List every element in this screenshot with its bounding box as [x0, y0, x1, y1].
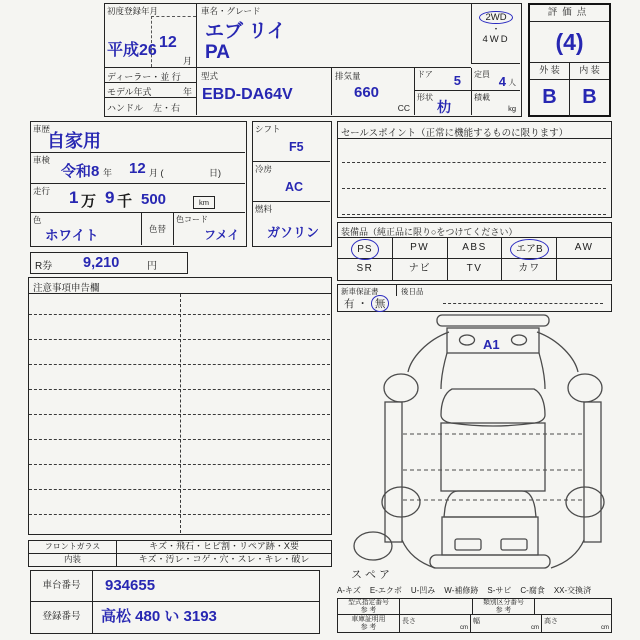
- inspection-year-suffix: 年: [103, 168, 113, 178]
- drive-type-cell: [471, 4, 520, 64]
- equip-airbag-circled: エアB: [510, 239, 549, 260]
- legend-item: W-補修跡: [444, 586, 479, 595]
- equip-kawa: カワ: [502, 259, 557, 280]
- model-desig-label: 型式指定番号: [348, 599, 389, 606]
- ref-table-bottom: [337, 614, 612, 633]
- exterior-grade: B: [530, 80, 570, 117]
- height-cell: [542, 615, 611, 632]
- width-label: 幅: [473, 618, 480, 625]
- spare-tire-circle: [354, 532, 392, 560]
- length-label: 長さ: [402, 618, 416, 625]
- history-value: 自家用: [47, 131, 101, 151]
- mileage-man-digit: 1: [69, 188, 79, 207]
- displacement-cell: [331, 68, 414, 115]
- color-code-cell: [173, 213, 245, 245]
- warranty-yes: 有: [344, 298, 355, 310]
- r-ticket-box: [30, 252, 188, 274]
- shift-label: シフト: [255, 124, 281, 134]
- capacity-cell: [471, 68, 520, 91]
- cooling-cell: [253, 162, 330, 202]
- car-name-value: エブ リイ: [205, 21, 286, 42]
- score-block: [528, 3, 611, 117]
- equip-airbag: [502, 238, 557, 258]
- load-unit: kg: [508, 104, 516, 113]
- ref-table-top: [337, 598, 612, 615]
- load-cell: [471, 91, 520, 115]
- doors-cell: [414, 68, 471, 91]
- model-desig-label-cell: [338, 599, 400, 614]
- damage-mark-a1: A1: [483, 337, 500, 352]
- class-number-ref: 参 考: [495, 606, 512, 614]
- aux-block: [252, 121, 332, 247]
- first-reg-era-year: 平成26: [107, 42, 157, 59]
- mileage-man-unit: 万: [81, 193, 97, 210]
- inspection-month: 12: [129, 160, 146, 177]
- color-value: ホワイト: [45, 228, 99, 243]
- equip-pw: PW: [393, 238, 448, 258]
- mileage-label: 走行: [33, 186, 51, 196]
- height-unit: cm: [601, 625, 609, 631]
- glass-interior-box: [28, 540, 332, 567]
- front-glass-label: フロントガラス: [29, 541, 117, 553]
- capacity-unit: 人: [508, 78, 516, 87]
- inspection-label: 車検: [33, 155, 51, 165]
- inspection-era-year: 令和8: [61, 163, 100, 180]
- mileage-sen-digit: 9: [105, 188, 115, 207]
- model-desig-ref: 参 考: [360, 606, 377, 614]
- displacement-unit: CC: [397, 103, 410, 113]
- drive-4wd: 4WD: [482, 34, 510, 45]
- model-year-row: [105, 83, 197, 98]
- length-unit: cm: [460, 625, 468, 631]
- mileage-sen-unit: 千: [117, 193, 133, 210]
- sales-point-rule: [342, 188, 606, 189]
- displacement-label: 排気量: [335, 71, 361, 81]
- garage-cert-ref: 参 考: [360, 623, 377, 631]
- notes-header: 注意事項申告欄: [29, 278, 331, 294]
- interior-label: 内 装: [579, 65, 600, 75]
- mileage-unit-box: km: [193, 196, 215, 209]
- inspection-month-suffix: 月 (: [149, 168, 164, 178]
- handle-row: [105, 98, 197, 115]
- color-code-value: フメイ: [204, 228, 240, 242]
- displacement-value: 660: [354, 84, 380, 101]
- first-registration-cell: [105, 4, 197, 68]
- mileage-row: [31, 184, 245, 213]
- fuel-cell: [253, 202, 330, 245]
- first-reg-month: 12: [159, 34, 177, 51]
- exterior-label: 外 装: [530, 63, 570, 79]
- legend-item: XX-交換済: [553, 586, 592, 595]
- interior-row-value: キズ・汚レ・コゲ・穴・スレ・キレ・破レ: [138, 554, 310, 564]
- sales-point-box: [337, 121, 612, 218]
- equipment-box: [337, 222, 612, 281]
- score-value: (4): [555, 29, 584, 55]
- color-label: 色: [33, 215, 42, 225]
- first-reg-month-suffix: 月: [183, 56, 193, 66]
- handle-label: ハンドル: [107, 103, 144, 113]
- registration-value: 高松 480 い 3193: [101, 608, 217, 625]
- registration-label: 登録番号: [31, 602, 93, 633]
- r-ticket-label: R券: [35, 261, 53, 272]
- width-unit: cm: [531, 625, 539, 631]
- warranty-later-rule: [443, 303, 603, 304]
- model-year-suffix: 年: [182, 87, 192, 97]
- legend-item: A-キズ: [337, 586, 361, 595]
- warranty-option-dot: ・: [357, 298, 368, 310]
- drive-2wd-circled: 2WD: [479, 11, 512, 24]
- model-code-label: 型式: [201, 71, 219, 81]
- doors-label: ドア: [417, 70, 433, 79]
- front-glass-value: キズ・飛石・ヒビ割・リペア跡・X要: [149, 541, 299, 551]
- capacity-label: 定員: [474, 70, 490, 79]
- interior-grade: B: [582, 86, 597, 108]
- equipment-header: 装備品（純正品に限り○をつけてください）: [338, 223, 611, 238]
- shape-cell: [414, 91, 471, 115]
- equip-ps-circled: PS: [351, 239, 378, 260]
- equip-tv: TV: [448, 259, 503, 280]
- capacity-value: 4: [498, 74, 506, 89]
- model-code-value: EBD-DA64V: [202, 86, 293, 103]
- vehicle-detail-block: [30, 121, 247, 247]
- inspection-row: [31, 153, 245, 184]
- notes-box: [28, 277, 332, 535]
- score-title: 評価点: [530, 5, 609, 22]
- inspection-day-suffix: 日): [209, 168, 221, 178]
- garage-cert-label: 車庫証明用: [351, 616, 386, 623]
- length-cell: [400, 615, 471, 632]
- chassis-label: 車台番号: [31, 571, 93, 601]
- cooling-label: 冷房: [255, 164, 273, 174]
- warranty-label: 新車保証書: [341, 287, 379, 296]
- equip-empty: [557, 259, 611, 280]
- class-number-label: 類別区分番号: [483, 599, 524, 606]
- shift-cell: [253, 122, 330, 162]
- car-diagram-outline: [354, 315, 604, 568]
- spare-label: スペア: [351, 569, 393, 581]
- r-ticket-unit: 円: [147, 261, 157, 272]
- shape-value: 朸: [437, 99, 451, 115]
- model-desig-value-cell: [400, 599, 473, 614]
- car-grade-value: PA: [205, 42, 230, 63]
- legend-item: E-エクボ: [369, 586, 402, 595]
- equip-abs: ABS: [448, 238, 503, 258]
- warranty-divider: [396, 285, 397, 296]
- warranty-options: [344, 295, 389, 312]
- mileage-rest: 500: [141, 191, 167, 208]
- color-code-label: 色コード: [176, 215, 208, 224]
- model-year-label: モデル年式: [107, 87, 152, 97]
- car-name-cell: [197, 4, 471, 68]
- legend-item: S-サビ: [487, 586, 512, 595]
- class-number-value-cell: [535, 599, 611, 614]
- r-ticket-value: 9,210: [83, 255, 120, 271]
- shift-value: F5: [289, 140, 304, 154]
- chassis-value: 934655: [105, 577, 156, 594]
- equip-ps: [338, 238, 393, 258]
- warranty-no-circled: 無: [371, 295, 390, 312]
- fuel-value: ガソリン: [267, 225, 320, 240]
- height-label: 高さ: [544, 618, 558, 625]
- width-cell: [471, 615, 542, 632]
- first-registration-label: 初度登録年月: [107, 6, 159, 16]
- warranty-later-label: 後日品: [401, 287, 424, 296]
- equip-sr: SR: [338, 259, 393, 280]
- legend-item: C-腐食: [520, 586, 545, 595]
- top-block: [104, 3, 522, 117]
- color-row: [31, 213, 245, 245]
- handle-value: 左・右: [153, 103, 181, 113]
- interior-row-label: 内装: [29, 554, 117, 566]
- sales-point-rule: [342, 214, 606, 215]
- fuel-label: 燃料: [255, 204, 273, 214]
- history-label: 車歴: [33, 124, 51, 134]
- car-diagram: [337, 312, 612, 584]
- damage-legend: [337, 585, 612, 597]
- color-change-cell: 色替: [141, 213, 173, 245]
- sales-point-rule: [342, 162, 606, 163]
- garage-cert-label-cell: [338, 615, 400, 632]
- drive-dot: ・: [491, 24, 501, 34]
- warranty-box: [337, 284, 612, 312]
- id-box: [30, 570, 320, 634]
- class-number-label-cell: [473, 599, 535, 614]
- equip-aw: AW: [574, 242, 594, 253]
- car-name-label: 車名・グレード: [201, 6, 261, 16]
- notes-center-rule: [180, 294, 181, 533]
- shape-label: 形状: [417, 93, 433, 102]
- legend-item: U-凹み: [410, 586, 436, 595]
- doors-value: 5: [453, 73, 461, 88]
- model-code-cell: [197, 68, 331, 115]
- load-label: 積載: [474, 93, 490, 102]
- equip-navi: ナビ: [393, 259, 448, 280]
- sales-point-header: セールスポイント（正常に機能するものに限ります）: [338, 122, 611, 139]
- dealer-parallel-row: ディーラー・並 行: [105, 68, 197, 83]
- color-cell: [31, 213, 141, 245]
- history-row: [31, 122, 245, 153]
- cooling-value: AC: [285, 180, 304, 194]
